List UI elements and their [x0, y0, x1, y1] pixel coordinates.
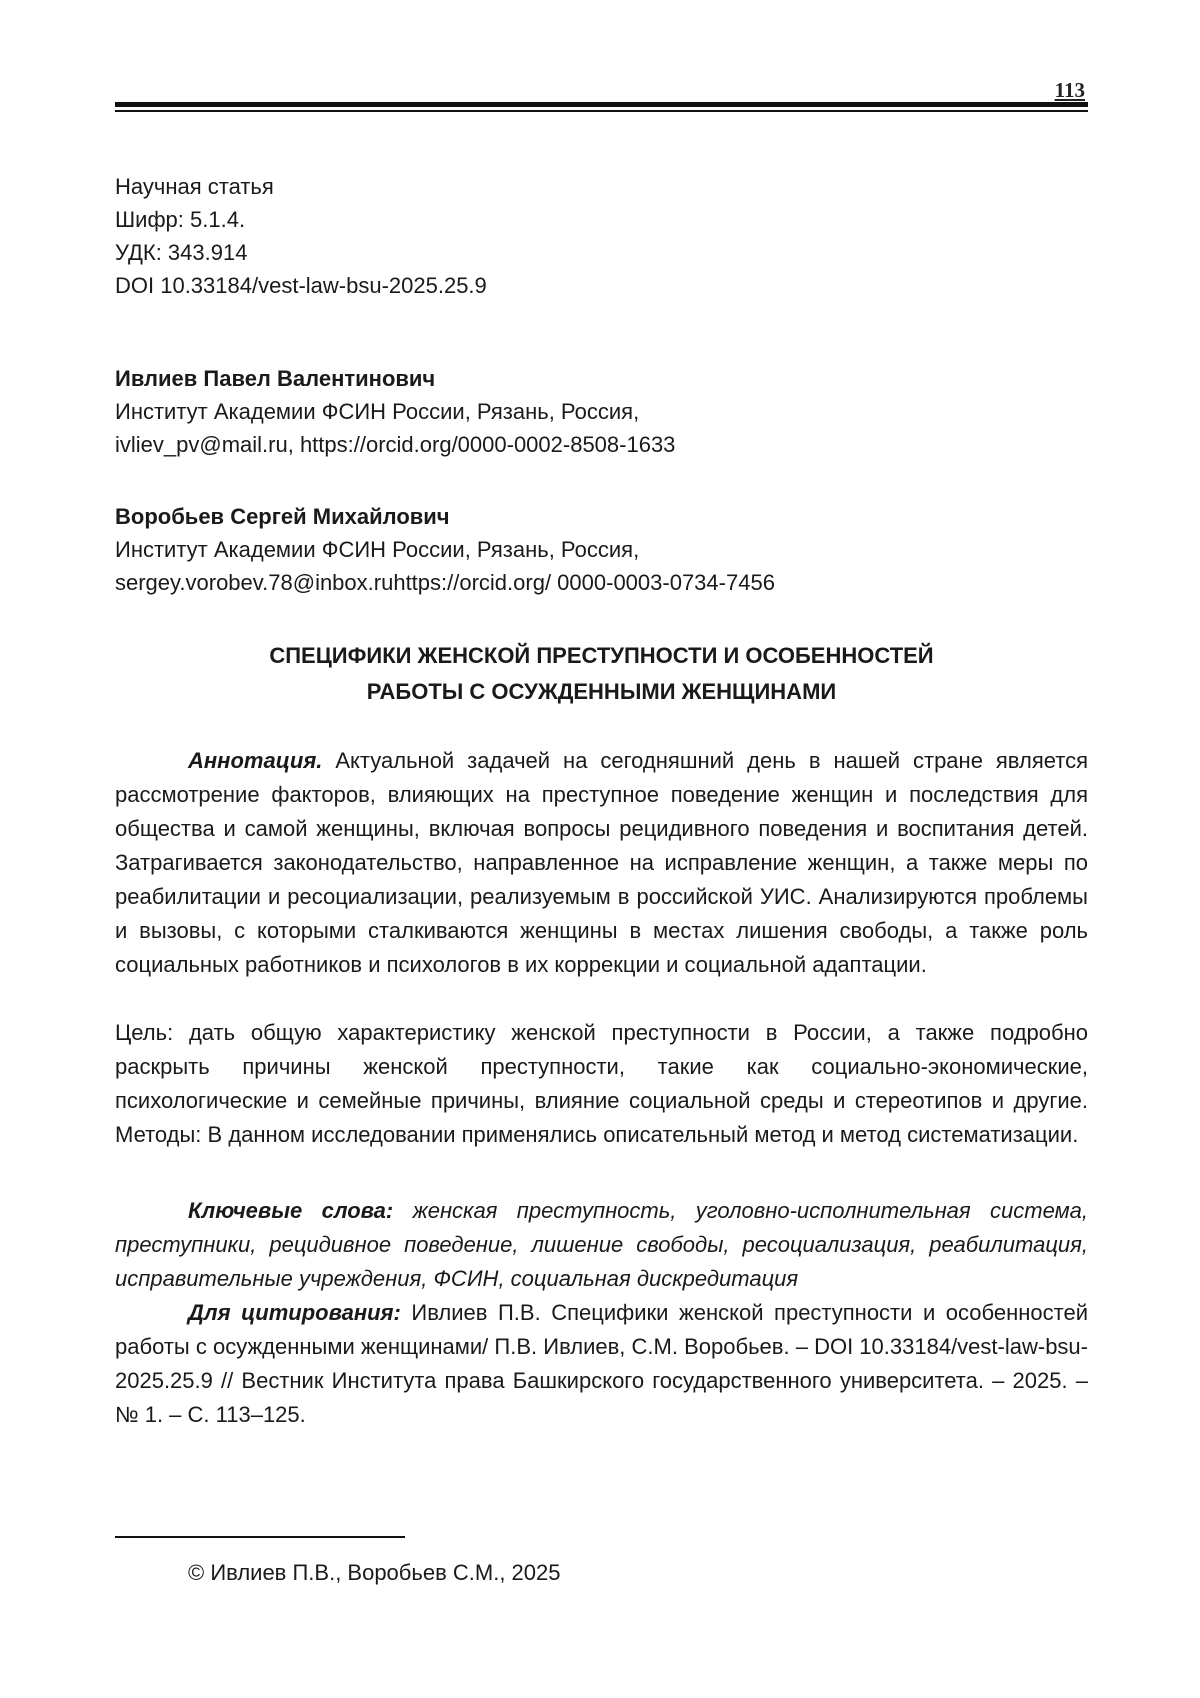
article-meta: [115, 170, 487, 302]
annotation-label: Аннотация.: [188, 748, 323, 773]
annotation-paragraph: [115, 744, 1088, 982]
goal-paragraph: Цель: дать общую характеристику женской преступности в России, а также подробно раскрыть причины женской преступности, такие как социально-экономические, психологические и семейные причины, влияние социальной среды и стереотипов и другие. Методы: В данном исследовании применялись описательный метод и метод систематизации.: [115, 1020, 1088, 1147]
header-rule-thick: [115, 102, 1088, 107]
annotation-text: Актуальной задачей на сегодняшний день в нашей стране является рассмотрение факторов, влияющих на преступное поведение женщин и последствия для общества и самой женщины, включая вопросы рецидивного поведения и воспитания детей. Затрагивается законодательство, направленное на исправление женщин, а также меры по реабилитации и ресоциализации, реализуемым в российской УИС. Анализируются проблемы и вызовы, с которыми сталкиваются женщины в местах лишения свободы, а также роль социальных работников и психологов в их коррекции и социальной адаптации.: [115, 748, 1088, 977]
keywords-paragraph: [115, 1194, 1088, 1296]
citation-text: Ивлиев П.В. Специфики женской преступности и особенностей работы с осужденными женщинами/ П.В. Ивлиев, С.М. Воробьев. – DOI 10.33184/vest-law-bsu-2025.25.9 // Вестник Института права Башкирского государственного университета. – 2025. – № 1. – С. 113–125.: [115, 1300, 1088, 1427]
author-affiliation: Институт Академии ФСИН России, Рязань, Россия,: [115, 537, 640, 562]
author-name: Воробьев Сергей Михайлович: [115, 504, 450, 529]
article-code: Шифр: 5.1.4.: [115, 207, 246, 232]
keywords-label: Ключевые слова:: [188, 1198, 394, 1223]
author-name: Ивлиев Павел Валентинович: [115, 366, 436, 391]
keywords-text: женская преступность, уголовно-исполнительная система, преступники, рецидивное поведение, лишение свободы, ресоциализация, реабилитация, исправительные учреждения, ФСИН, социальная дискредитация: [115, 1198, 1088, 1291]
citation-label: Для цитирования:: [188, 1300, 401, 1325]
article-doi: DOI 10.33184/vest-law-bsu-2025.25.9: [115, 273, 487, 298]
footnote-rule: [115, 1536, 405, 1538]
article-type: Научная статья: [115, 174, 274, 199]
article-udc: УДК: 343.914: [115, 240, 248, 265]
page-number: 113: [1054, 78, 1085, 102]
article-title-line: РАБОТЫ С ОСУЖДЕННЫМИ ЖЕНЩИНАМИ: [366, 679, 837, 704]
article-title: [115, 638, 1088, 710]
header-rule-thin: [115, 110, 1088, 112]
article-title-line: СПЕЦИФИКИ ЖЕНСКОЙ ПРЕСТУПНОСТИ И ОСОБЕННОСТЕЙ: [269, 643, 934, 668]
author-contact: sergey.vorobev.78@inbox.ruhttps://orcid.org/ 0000-0003-0734-7456: [115, 570, 775, 595]
citation-paragraph: [115, 1296, 1088, 1432]
author-block: [115, 500, 775, 599]
author-block: [115, 362, 675, 461]
copyright-note: © Ивлиев П.В., Воробьев С.М., 2025: [188, 1560, 561, 1585]
author-contact: ivliev_pv@mail.ru, https://orcid.org/0000-0002-8508-1633: [115, 432, 676, 457]
author-affiliation: Институт Академии ФСИН России, Рязань, Россия,: [115, 399, 640, 424]
